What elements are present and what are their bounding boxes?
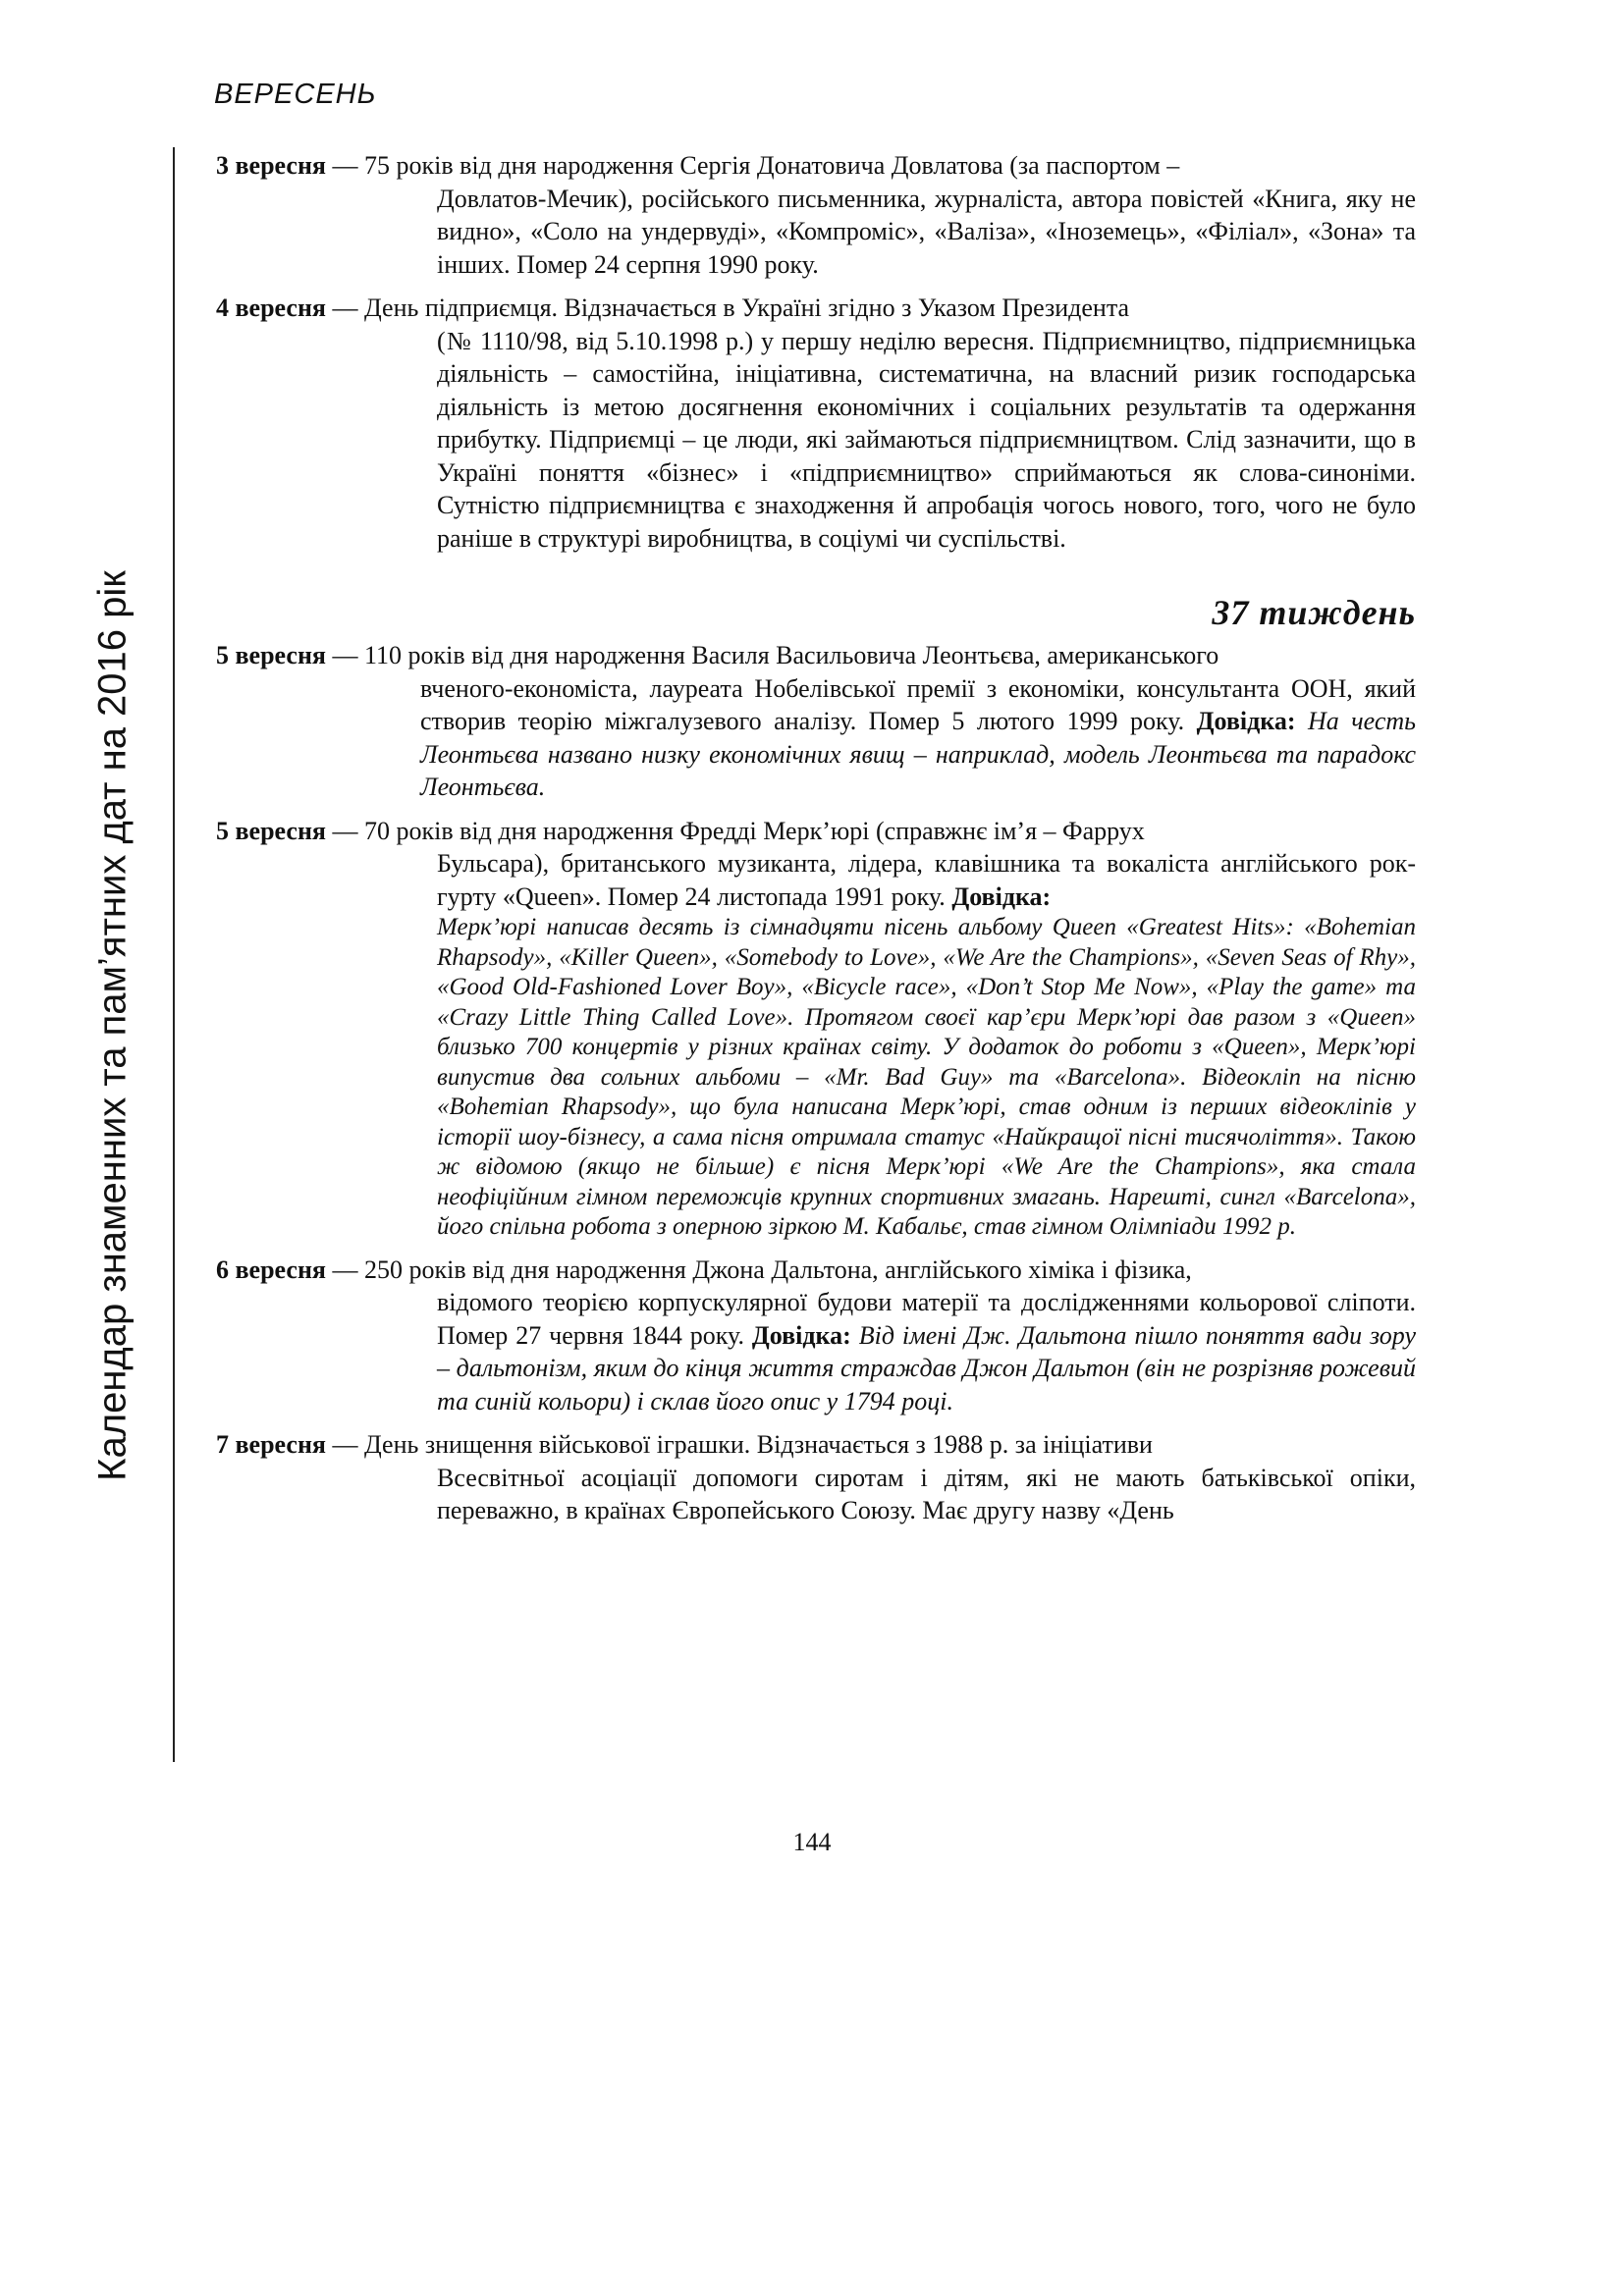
entry-first-line: День знищення військової іграшки. Відзначається з 1988 р. за ініціативи: [364, 1430, 1153, 1459]
reference-label: Довідка:: [751, 1320, 851, 1350]
entry-body: Всесвітньої асоціації допомоги сиротам і дітям, які не мають батьківської опіки, переважно, в країнах Європейського Союзу. Має другу назву «День: [437, 1463, 1416, 1524]
entry-date: 4 вересня: [216, 294, 326, 322]
entry-date: 5 вересня: [216, 816, 326, 845]
entry-dash: —: [326, 151, 364, 180]
reference-label: Довідка:: [1196, 707, 1296, 735]
entry-first-line: 70 років від дня народження Фредді Мерк’юрі (справжнє ім’я – Фаррух: [364, 816, 1145, 845]
entry-sep-5-mercury: [216, 815, 1416, 1243]
entry-first-line: 75 років від дня народження Сергія Донатовича Довлатова (за паспортом –: [364, 151, 1180, 180]
entry-body: (№ 1110/98, від 5.10.1998 р.) у першу неділю вересня. Підприємництво, підприємницька діяльність – самостійна, ініціативна, систематична, на власний ризик господарська діяльність із метою досягнення економічних і соціальних результатів та одержання прибутку. Підприємці – це люди, які займаються підприємництвом. Слід зазначити, що в Україні поняття «бізнес» і «підприємництво» сприймаються як слова-синоніми. Сутністю підприємництва є знаходження й апробація чогось нового, того, чого не було раніше в структурі виробництва, в соціумі чи суспільстві.: [437, 326, 1416, 553]
entry-date: 5 вересня: [216, 641, 326, 669]
reference-label: Довідка:: [951, 881, 1052, 911]
running-head: ВЕРЕСЕНЬ: [214, 79, 377, 110]
page-content: [216, 149, 1416, 1538]
entry-dash: —: [326, 294, 364, 322]
entry-first-line: 250 років від дня народження Джона Дальтона, англійського хіміка і фізика,: [364, 1255, 1192, 1284]
entry-body: Довлатов-Мечик), російського письменника, журналіста, автора повістей «Книга, яку не видно», «Соло на ундервуді», «Компроміс», «Валіза», «Іноземець», «Філіал», «Зона» та інших. Помер 24 серпня 1990 року.: [437, 184, 1416, 279]
entry-body: вченого-економіста, лауреата Нобелівської премії з економіки, консультанта ООН, який створив теорію міжгалузевого аналізу. Помер 5 лютого 1999 року.: [420, 673, 1416, 735]
entry-body: Бульсара), британського музиканта, лідера, клавішника та вокаліста англійського рок-гурту «Queen». Помер 24 листопада 1991 року.: [437, 849, 1416, 911]
side-title: Календар знаменних та пам’ятних дат на 2016 рік: [90, 570, 135, 1481]
entry-sep-4: [216, 292, 1416, 555]
page-number: 144: [792, 1828, 832, 1856]
entry-date: 7 вересня: [216, 1430, 326, 1459]
week-heading: 37 тиждень: [1212, 593, 1416, 632]
entry-sep-3: [216, 149, 1416, 281]
entry-first-line: 110 років від дня народження Василя Васильовича Леонтьєва, американського: [364, 641, 1219, 669]
entry-sep-5-leontief: [216, 639, 1416, 804]
reference-text: Мерк’юрі написав десять із сімнадцяти пісень альбому Queen «Greatest Hits»: «Bohemian Rhapsody», «Killer Queen», «Somebody to Love», «We Are the Champions», «Seven Seas of Rhy», «Good Old-Fashioned Lover Boy», «Bicycle race», «Don’t Stop Me Now», «Play the game» та «Crazy Little Thing Called Love». Протягом своєї кар’єри Мерк’юрі дав разом з «Queen» близько 700 концертів у різних країнах світу. У додаток до роботи з «Queen», Мерк’юрі випустив два сольних альбоми – «Mr. Bad Guy» та «Barcelona». Відеокліп на пісню «Bohemian Rhapsody», що була написана Мерк’юрі, став одним із перших відеокліпів у історії шоу-бізнесу, а сама пісня отримала статус «Найкращої пісні тисячоліття». Такою ж відомою (якщо не більше) є пісня Мерк’юрі «We Are the Champions», яка стала неофіційним гімном переможців крупних спортивних змагань. Нарешті, сингл «Barcelona», його спільна робота з оперною зіркою М. Кабальє, став гімном Олімпіади 1992 р.: [437, 914, 1416, 1240]
entry-sep-7: [216, 1428, 1416, 1527]
entry-dash: —: [326, 1255, 364, 1284]
entry-dash: —: [326, 1430, 364, 1459]
entry-date: 6 вересня: [216, 1255, 326, 1284]
entry-body: відомого теорією корпускулярної будови матерії та дослідженнями кольорової сліпоти. Помер 27 червня 1844 року.: [437, 1288, 1416, 1350]
entry-sep-6: [216, 1254, 1416, 1418]
side-rule: [173, 147, 175, 1762]
entry-date: 3 вересня: [216, 151, 326, 180]
reference-text: На честь Леонтьєва названо низку економічних явищ – наприклад, модель Леонтьєва та парадокс Леонтьєва.: [420, 707, 1417, 801]
entry-first-line: День підприємця. Відзначається в Україні згідно з Указом Президента: [364, 294, 1130, 322]
entry-dash: —: [326, 641, 364, 669]
entry-dash: —: [326, 816, 364, 845]
reference-text: Від імені Дж. Дальтона пішло поняття вади зору – дальтонізм, яким до кінця життя страждав Джон Дальтон (він не розрізняв рожевий та синій кольори) і склав його опис у 1794 році.: [437, 1320, 1416, 1415]
